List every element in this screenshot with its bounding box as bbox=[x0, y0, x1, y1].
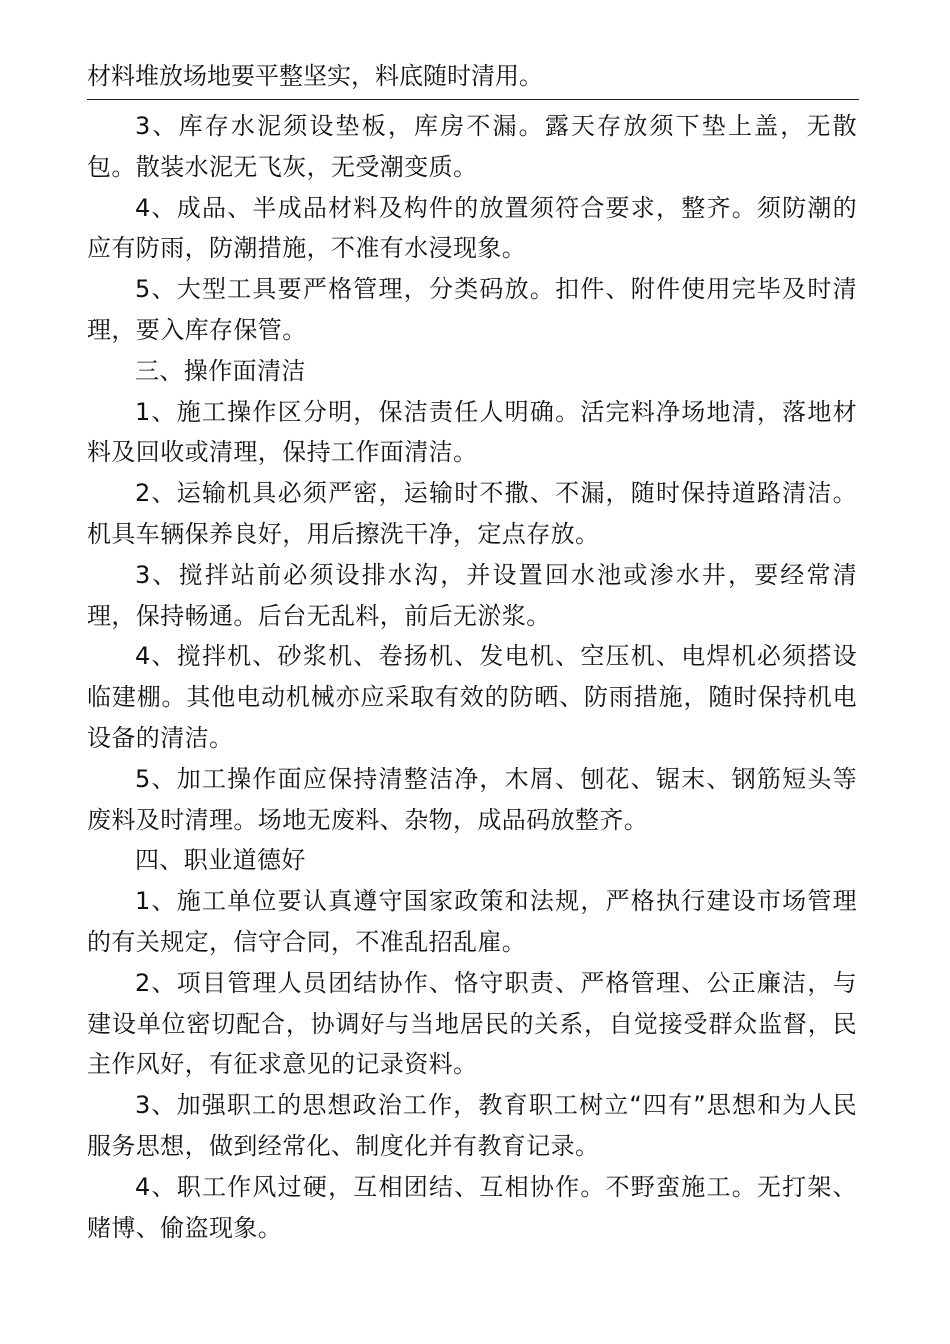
paragraph: 3、加强职工的思想政治工作，教育职工树立“四有”思想和为人民服务思想，做到经常化、制度化并有教育记录。 bbox=[87, 1091, 857, 1160]
paragraph: 3、搅拌站前必须设排水沟，并设置回水池或渗水井，要经常清理，保持畅通。后台无乱料，前后无淤浆。 bbox=[87, 560, 857, 630]
paragraph: 1、施工单位要认真遵守国家政策和法规，严格执行建设市场管理的有关规定，信守合同，不准乱招乱雇。 bbox=[87, 887, 857, 956]
paragraph: 5、加工操作面应保持清整洁净，木屑、刨花、锯末、钢筋短头等废料及时清理。场地无废料、杂物，成品码放整齐。 bbox=[87, 764, 857, 834]
paragraph: 2、运输机具必须严密，运输时不撒、不漏，随时保持道路清洁。机具车辆保养良好，用后擦洗干净，定点存放。 bbox=[87, 479, 857, 548]
paragraph: 5、大型工具要严格管理，分类码放。扣件、附件使用完毕及时清理，要入库存保管。 bbox=[87, 275, 857, 344]
paragraph: 4、搅拌机、砂浆机、卷扬机、发电机、空压机、电焊机必须搭设临建棚。其他电动机械亦应采取有效的防晒、防雨措施，随时保持机电设备的清洁。 bbox=[87, 642, 857, 752]
paragraph: 3、库存水泥须设垫板，库房不漏。露天存放须下垫上盖，无散包。散装水泥无飞灰，无受潮变质。 bbox=[87, 112, 857, 181]
paragraph: 1、施工操作区分明，保洁责任人明确。活完料净场地清，落地材料及回收或清理，保持工作面清洁。 bbox=[87, 397, 857, 467]
document-body bbox=[87, 106, 857, 1248]
section-heading: 四、职业道德好 bbox=[135, 846, 306, 875]
running-header: 材料堆放场地要平整坚实，料底随时清用。 bbox=[87, 56, 859, 100]
paragraph: 2、项目管理人员团结协作、恪守职责、严格管理、公正廉洁，与建设单位密切配合，协调好与当地居民的关系，自觉接受群众监督，民主作风好，有征求意见的记录资料。 bbox=[87, 968, 857, 1079]
section-heading: 三、操作面清洁 bbox=[135, 356, 306, 385]
paragraph: 4、职工作风过硬，互相团结、互相协作。不野蛮施工。无打架、赌博、偷盗现象。 bbox=[87, 1172, 857, 1242]
paragraph: 4、成品、半成品材料及构件的放置须符合要求，整齐。须防潮的应有防雨，防潮措施，不准有水浸现象。 bbox=[87, 193, 857, 263]
